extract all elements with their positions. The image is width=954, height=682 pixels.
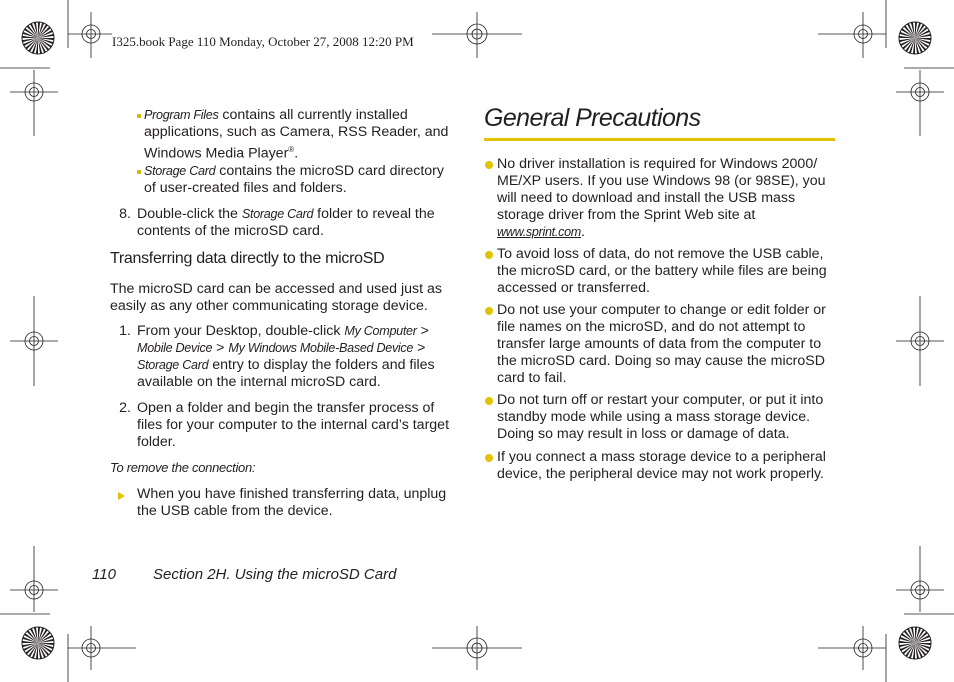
path-separator: > [212, 340, 229, 356]
print-header: I325.book Page 110 Monday, October 27, 2008 12:20 PM [112, 34, 414, 49]
term-storage-card: Storage Card [241, 207, 314, 221]
precaution-item-5: If you connect a mass storage device to a peripheral device, the peripheral device may not work properly. [497, 449, 826, 482]
step-number-2: 2. [119, 400, 131, 416]
path-separator: > [413, 340, 426, 356]
precaution-text: No driver installation is required for Windows 2000/ ME/XP users. If you use Windows 98 (or 98SE), you will need to download and install the USB mass storage driver from the Sprint Web site at [497, 156, 826, 223]
bullet-marker [137, 114, 141, 118]
section-footer: Section 2H. Using the microSD Card [153, 566, 397, 583]
bullet-text: contains the microSD card directory of user-created files and folders. [144, 163, 444, 196]
path-separator: > [416, 323, 429, 339]
sprint-website-link[interactable]: www.sprint.com [497, 225, 581, 239]
precaution-item-2: To avoid loss of data, do not remove the USB cable, the microSD card, or the battery while files are being accessed or transferred. [497, 246, 827, 296]
term-storage-card: Storage Card [144, 164, 216, 178]
step-number-1: 1. [119, 323, 131, 339]
term-program-files: Program Files [144, 108, 219, 122]
bullet-dot-icon [485, 161, 493, 169]
term-my-computer: My Computer [344, 324, 417, 338]
precaution-item-3: Do not use your computer to change or edit folder or file names on the microSD, and do not attempt to transfer large amounts of data from the computer to the microSD card. Doing so may cause the microSD card to fail. [497, 302, 826, 386]
bullet-marker [137, 170, 141, 174]
bullet-dot-icon [485, 454, 493, 462]
period: . [580, 224, 585, 240]
term-storage-card: Storage Card [137, 358, 209, 372]
step-1 [137, 323, 457, 391]
bullet-dot-icon [485, 307, 493, 315]
page-title: General Precautions [484, 104, 701, 132]
section-subheading: Transferring data directly to the microSD [110, 250, 385, 267]
bullet-text: contains all currently installed applications, such as Camera, RSS Reader, and Windows Media Player [144, 107, 449, 162]
step-text: Double-click the [137, 206, 242, 222]
intro-paragraph: The microSD card can be accessed and used just as easily as any other communicating storage device. [110, 281, 442, 314]
arrow-bullet-icon [118, 492, 125, 500]
step-text: From your Desktop, double-click [137, 323, 345, 339]
bullet-program-files [144, 107, 458, 163]
bullet-dot-icon [485, 397, 493, 405]
term-mobile-device: Mobile Device [137, 341, 213, 355]
precaution-item-1 [497, 156, 835, 241]
registered-mark: ® [288, 145, 295, 154]
period: . [294, 145, 299, 162]
remove-connection-label: To remove the connection: [110, 460, 256, 475]
page-number: 110 [92, 566, 116, 583]
bullet-dot-icon [485, 251, 493, 259]
remove-step: When you have finished transferring data, unplug the USB cable from the device. [137, 486, 447, 519]
step-number-8: 8. [119, 206, 131, 222]
title-rule [484, 138, 835, 141]
step-text: entry to display the folders and files available on the internal microSD card. [137, 357, 435, 390]
step-text: folder to reveal the contents of the microSD card. [137, 206, 435, 239]
step-8 [137, 206, 457, 240]
precaution-item-4: Do not turn off or restart your computer, or put it into standby mode while using a mass storage device. Doing so may result in loss or damage of data. [497, 392, 824, 442]
bullet-storage-card [144, 163, 458, 197]
step-2: Open a folder and begin the transfer process of files for your computer to the internal card’s target folder. [137, 400, 450, 450]
term-windows-mobile-device: My Windows Mobile-Based Device [228, 341, 414, 355]
